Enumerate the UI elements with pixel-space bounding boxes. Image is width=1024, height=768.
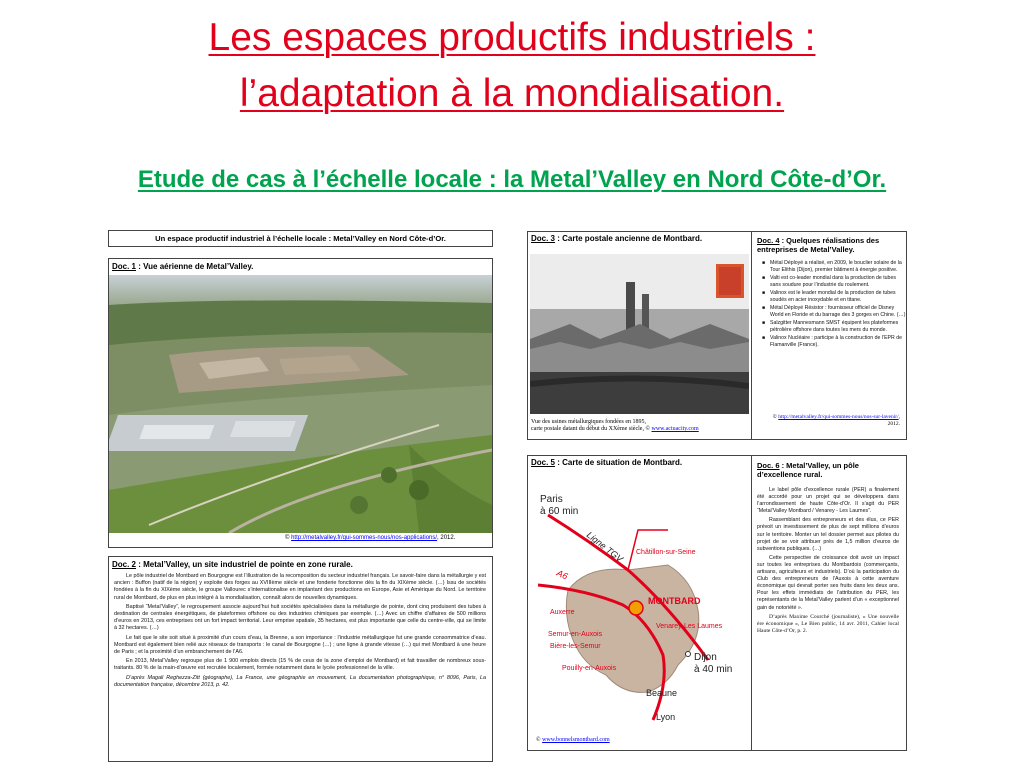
doc3-caption-prefix: carte postale datant du début du XXème siècle, ©: [531, 426, 652, 432]
doc3-caption-line1: Vue des usines métallurgiques fondées en 1895,: [531, 419, 647, 425]
doc6-paragraph: Le label pôle d’excellence rurale (PER) a finalement été accordé pour un projet qui se développera dans l’arrondissement de haute Côte-d’Or. Il s’agit du PER “Metal’Valley Montbard / Venarey - Les Laumes”.: [757, 487, 899, 515]
doc3-caption-line2: [531, 426, 699, 433]
map-label-paris: Paris: [540, 494, 563, 505]
doc5-label: Doc. 5: [531, 458, 556, 467]
doc5-credit-prefix: ©: [536, 737, 543, 743]
doc2-label: Doc. 2: [112, 560, 137, 569]
doc2-text: [114, 573, 486, 691]
montbard-marker: [629, 601, 643, 615]
page-title-line1: Les espaces productifs industriels :: [208, 16, 816, 59]
map-label-dijon: Dijon: [694, 652, 717, 663]
doc4-item: ■ Métal Déployé Résistor : fournisseur officiel de Disney World en Floride et du barrage des 3 gorges en Chine. (…): [770, 305, 907, 319]
doc4-item: ■ Salzgitter Mannesmann SMST équipent les plateformes pétrolière offshore dans toutes les mers du monde.: [770, 320, 907, 334]
doc3-panel: [527, 231, 752, 440]
doc4-item: ■ Valinox est le leader mondial de la production de tubes soudés en acier inoxydable et en titane.: [770, 290, 907, 304]
map-label-beaune: Beaune: [646, 688, 678, 698]
doc4-heading: [757, 236, 903, 254]
doc5-credit: [536, 737, 610, 743]
page-title-line2: l’adaptation à la mondialisation.: [239, 72, 785, 115]
doc1-credit-link[interactable]: http://metalvalley.fr/qui-sommes-nous/nos-applications/: [291, 535, 438, 541]
map-label-ligne-tgv: Ligne TGV: [584, 529, 625, 565]
doc2-paragraph: Le fait que le site soit situé à proximité d’un cours d’eau, la Brenne, a son importance : l’industrie métallurgique fut une grande consommatrice d’eau. Montbard est également bien relié aux réseaux de transports : le canal de Bourgogne (…) ; une ligne à grande vitesse (…) qui met Montbard à une heure de Paris ; et la proximité d’un embranchement de l’A6.: [114, 634, 486, 656]
doc3-credit-link[interactable]: www.actuacity.com: [651, 426, 699, 432]
old-postcard-photo: [530, 254, 749, 414]
doc4-credit-prefix: ©: [772, 414, 779, 420]
doc1-title: : Vue aérienne de Metal’Valley.: [136, 262, 254, 271]
doc1-credit: [285, 535, 455, 541]
location-map: [528, 470, 751, 738]
doc6-label: Doc. 6: [757, 461, 780, 470]
doc4-item: ■ Métal Déployé a réalisé, en 2009, le bouclier solaire de la Tour Elithis (Dijon), premier bâtiment à énergie positive.: [770, 260, 907, 274]
map-label-a6: A6: [555, 567, 570, 582]
doc2-title: : Metal’Valley, un site industriel de pointe en zone rurale.: [136, 560, 353, 569]
map-label-paris-time: à 60 min: [540, 506, 579, 517]
doc6-text: [757, 487, 899, 637]
doc4-credit-suffix: , 2012.: [887, 414, 900, 427]
doc4-item: ■ Valinox Nucléaire : participe à la construction de l’EPR de Flamanville (France).: [770, 335, 907, 349]
doc6-heading: [757, 461, 903, 479]
doc4-label: Doc. 4: [757, 236, 780, 245]
doc6-paragraph: Rassemblant des entrepreneurs et des élus, ce PER prévoit un investissement de plus de sept millions d’euros sur le territoire. Monter un tel dossier permet aux pilotes du projet de se voir attribuer près de 1,5 million d’euros de subventions publiques. (…): [757, 517, 899, 552]
page-subtitle: Etude de cas à l’échelle locale : la Metal’Valley en Nord Côte-d’Or.: [137, 166, 887, 193]
doc3-label: Doc. 3: [531, 234, 556, 243]
map-label-venarey: Venarey-Les Laumes: [656, 623, 723, 630]
aerial-photo: [109, 275, 492, 533]
doc1-label: Doc. 1: [112, 262, 137, 271]
map-label-chatillon: Châtillon-sur-Seine: [636, 549, 696, 556]
map-label-lyon: Lyon: [656, 712, 676, 722]
doc4-panel: [751, 231, 907, 440]
doc6-source: D’après Maxime Courché (journaliste), « Une nouvelle ère économique », Le Bien public, 14 avr. 2011, Cahier local Haute Côte-d’Or, p. 2.: [757, 613, 899, 634]
doc5-heading: [531, 458, 682, 467]
doc2-paragraph: En 2013, Metal’Valley regroupe plus de 1 900 emplois directs (15 % de ceux de la zone d’emploi de Montbard) et fait travailler de nombreux sous-traitants. 80 % de la main-d’œuvre est recrutée localement, formée notamment dans le lycée professionnel de la ville.: [114, 658, 486, 672]
doc5-panel: [527, 455, 752, 751]
dijon-marker: [686, 652, 691, 657]
doc1-credit-prefix: ©: [285, 535, 292, 541]
doc4-list: [760, 260, 907, 350]
doc1-panel: [108, 258, 493, 548]
sheet-header: Un espace productif industriel à l’échelle locale : Metal’Valley en Nord Côte-d’Or.: [108, 230, 493, 247]
doc5-credit-link[interactable]: www.bonnelsmontbard.com: [542, 737, 610, 743]
doc3-caption: [531, 419, 699, 433]
map-label-dijon-time: à 40 min: [694, 664, 733, 675]
left-sheet: [108, 230, 493, 762]
doc4-credit: [760, 414, 900, 428]
doc6-panel: [751, 455, 907, 751]
doc4-title: : Quelques réalisations des entreprises de Metal’Valley.: [757, 236, 880, 254]
doc2-paragraph: Baptisé “Metal’Valley”, le regroupement associe aujourd’hui huit sociétés spécialisées dans la métallurgie de pointe, dont cinq produisent des tubes à destination de centrales énergétiques, de plateformes offshore ou des industries chimiques par exemple. (…) Avec un chiffre d’affaires de 500 millions d’euros en 2013, ces entreprises ont un fort impact territorial. Leur emprise spatiale, 35 hectares, est plus importante que celle du centre-ville, qui se limite à 32 hectares. (…): [114, 603, 486, 632]
map-label-montbard: MONTBARD: [648, 596, 701, 606]
doc4-item: ■ Valti est co-leader mondial dans la production de tubes sans soudure pour l’industrie du roulement.: [770, 275, 907, 289]
doc5-title: : Carte de situation de Montbard.: [555, 458, 683, 467]
map-label-pouilly: Pouilly-en-Auxois: [562, 665, 617, 672]
map-label-biere: Bière-les-Semur: [550, 643, 601, 650]
doc1-credit-suffix: , 2012.: [437, 535, 456, 541]
doc2-paragraph: Le pôle industriel de Montbard en Bourgogne est l’illustration de la recomposition du secteur industriel français. Le savoir-faire dans la métallurgie y est ancien : Buffon (natif de la région) y exploite des forges au XVIIIème siècle et une fonderie fonctionne dès la fin du XIXème siècle. (…) Issu de sociétés fondées à la fin du XIXème siècle, le groupe Vallourec s’internationalise en implantant des productions en Europe, Asie et Amérique du Nord. Le territoire rural de Montbard, de plus en plus intégré à la mondialisation, connaît alors de nouvelles dynamiques.: [114, 573, 486, 601]
doc4-credit-link[interactable]: http://metalvalley.fr/qui-sommes-nous/nos-sur-lavenir/: [778, 414, 899, 420]
doc2-heading: [112, 560, 353, 569]
doc2-source: D’après Magali Reghezza-Zitt (géographe), La France, une géographie en mouvement, La documentation photographique, n° 8096, Paris, La documentation française, décembre 2013, p. 42.: [114, 674, 486, 688]
doc1-heading: [112, 262, 253, 271]
map-label-semur: Semur-en-Auxois: [548, 631, 603, 638]
doc6-paragraph: Cette perspective de croissance doit avoir un impact sur toutes les entreprises du Montbardois (commerçants, artisans, agriculteurs et industriels). D’où la participation du Club des entrepreneurs de l’Auxois à cette aventure économique qui devrait porter ses fruits dans les deux ans. Pour les effets immédiats de l’attribution du PER, les représentants de la Metal’Valley parlent d’un « exceptionnel gain de notoriété ».: [757, 554, 899, 611]
doc3-title: : Carte postale ancienne de Montbard.: [555, 234, 703, 243]
doc3-heading: [531, 234, 702, 243]
map-label-auxerre: Auxerre: [550, 609, 575, 616]
doc6-title: : Metal’Valley, un pôle d’excellence rural.: [757, 461, 859, 479]
doc2-panel: [108, 556, 493, 762]
